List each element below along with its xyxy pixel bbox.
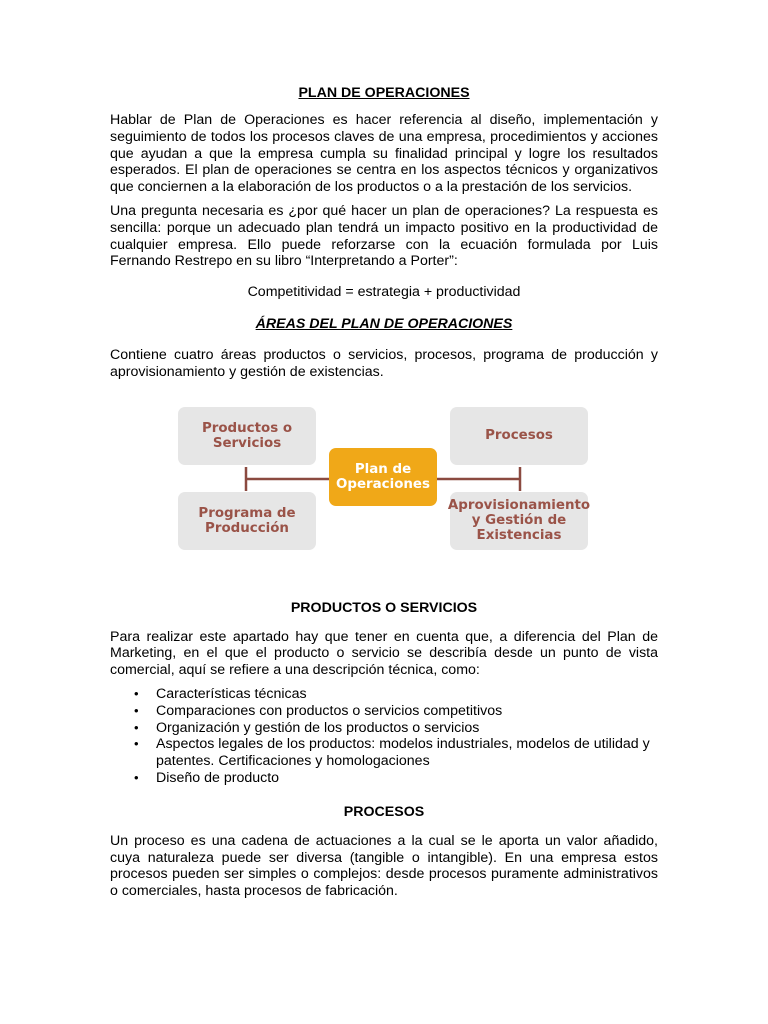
area-procesos: Procesos [450,407,588,465]
area-aprovisionamiento: Aprovisionamiento y Gestión de Existencias [450,492,588,550]
bullet-item: • Organización y gestión de los productos o servicios [156,720,658,737]
productos-paragraph: Para realizar este apartado hay que tener en cuenta que, a diferencia del Plan de Marketing, en el que el producto o servicio se describía desde un punto de vista comercial, aquí se refiere a una descripción técnica, como: [110,628,658,679]
competitiveness-formula: Competitividad = estrategia + productividad [247,284,521,301]
area-programa-produccion: Programa de Producción [178,492,316,550]
procesos-heading: PROCESOS [343,803,425,820]
document-page [110,84,658,907]
document-title: PLAN DE OPERACIONES [298,85,470,101]
bullet-item: • Comparaciones con productos o servicios competitivos [156,703,658,720]
bullet-item: • Diseño de producto [156,770,658,787]
bullet-item: • Características técnicas [156,686,658,703]
areas-paragraph: Contiene cuatro áreas productos o servicios, procesos, programa de producción y aprovisionamiento y gestión de existencias. [110,346,658,380]
areas-heading: ÁREAS DEL PLAN DE OPERACIONES [255,315,513,332]
procesos-paragraph: Un proceso es una cadena de actuaciones a la cual se le aporta un valor añadido, cuya naturaleza puede ser diversa (tangible o intangible). En una empresa estos procesos pueden ser simples o complejos: desde procesos puramente administrativos o comerciales, hasta procesos de fabricación. [110,832,658,900]
intro-paragraph-1: Hablar de Plan de Operaciones es hacer referencia al diseño, implementación y seguimiento de todos los procesos claves de una empresa, procedimientos y acciones que ayudan a que la empresa cumpla su finalidad principal y logre los resultados esperados. El plan de operaciones se centra en los aspectos técnicos y organizativos que conciernen a la elaboración de los productos o a la prestación de los servicios. [110,112,658,196]
intro-paragraph-2: Una pregunta necesaria es ¿por qué hacer un plan de operaciones? La respuesta es sencilla: porque un adecuado plan tendrá un impacto positivo en la productividad de cualquier empresa. Ello puede reforzarse con la ecuación formulada por Luis Fernando Restrepo en su libro “Interpretando a Porter”: [110,202,658,270]
bullet-item: • Aspectos legales de los productos: modelos industriales, modelos de utilidad y patentes. Certificaciones y homologaciones [156,736,658,770]
area-productos-servicios: Productos o Servicios [178,407,316,465]
area-plan-operaciones: Plan de Operaciones [329,448,437,506]
productos-bullet-list [110,686,658,787]
productos-heading: PRODUCTOS O SERVICIOS [290,599,478,616]
operations-plan-diagram [110,407,658,557]
